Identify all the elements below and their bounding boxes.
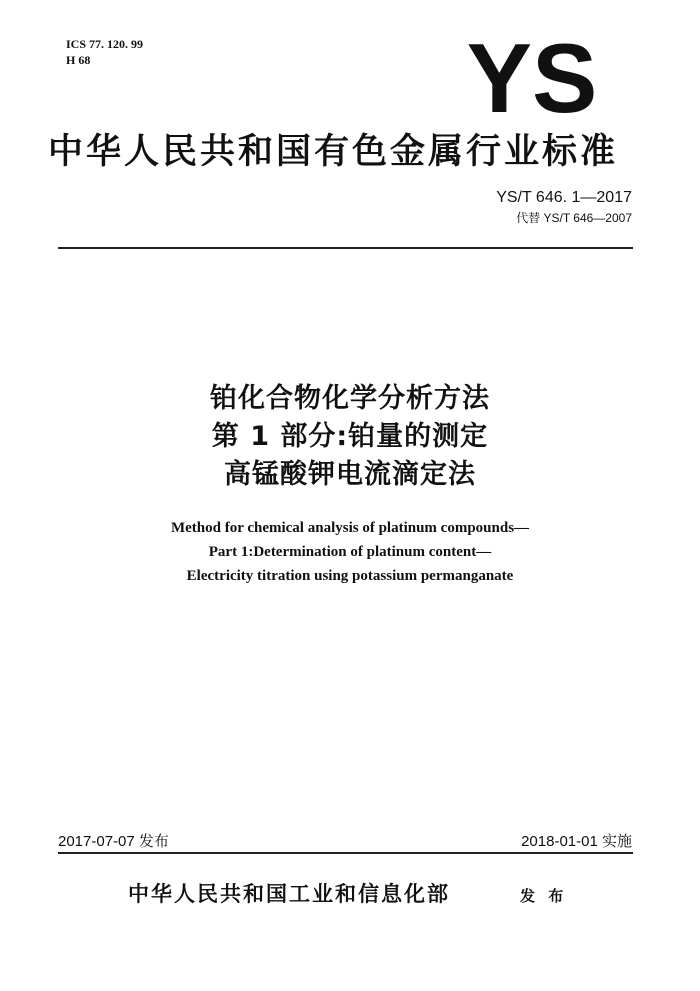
chinese-title bbox=[0, 380, 700, 494]
standard-category: 中华人民共和国有色金属行业标准 bbox=[48, 132, 619, 172]
issue-label: 发 布 bbox=[520, 887, 568, 905]
english-title bbox=[0, 516, 700, 588]
implement-date: 2018-01-01 实施 bbox=[521, 833, 632, 850]
bottom-divider bbox=[58, 852, 633, 854]
english-title-line: Method for chemical analysis of platinum compounds— bbox=[170, 520, 530, 536]
standard-number: YS/T 646. 1—2017 bbox=[496, 189, 632, 206]
top-divider bbox=[58, 247, 633, 249]
replaces-standard: 代替 YS/T 646—2007 bbox=[516, 211, 632, 225]
publish-date: 2017-07-07 发布 bbox=[58, 833, 169, 850]
issuing-authority: 中华人民共和国工业和信息化部 bbox=[128, 882, 450, 906]
ics-code: ICS 77. 120. 99 bbox=[66, 37, 144, 51]
english-title-line: Electricity titration using potassium permanganate bbox=[186, 568, 514, 584]
chinese-title-line: 第 1 部分:铂量的测定 bbox=[211, 421, 489, 452]
chinese-title-line: 高锰酸钾电流滴定法 bbox=[224, 459, 476, 490]
ys-logo-text: YS bbox=[466, 36, 598, 118]
english-title-line: Part 1:Determination of platinum content— bbox=[208, 544, 492, 560]
ys-logo bbox=[462, 36, 602, 118]
chinese-title-line: 铂化合物化学分析方法 bbox=[210, 383, 490, 414]
classification-codes bbox=[66, 36, 143, 68]
ccs-code: H 68 bbox=[66, 53, 91, 67]
